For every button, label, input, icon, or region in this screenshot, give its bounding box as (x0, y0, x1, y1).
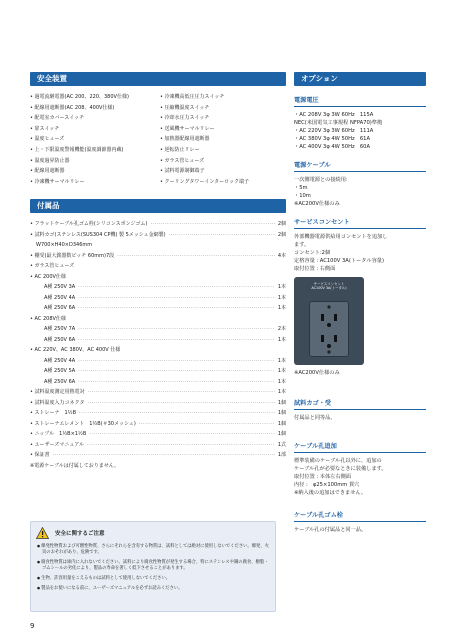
option-plug (294, 511, 426, 534)
text-line: 一次側電源との接続用: (294, 177, 348, 183)
voltage-text (294, 111, 426, 151)
right-column (294, 72, 426, 534)
accessory-row (30, 366, 286, 377)
safety-item: • 配電室カバースイッチ (30, 113, 160, 124)
accessory-label: A種 250V 4A (44, 294, 76, 301)
accessory-row (30, 450, 286, 461)
accessory-row (30, 240, 286, 251)
accessory-qty: 1本 (277, 378, 286, 385)
accessory-row (30, 387, 286, 398)
accessory-row (30, 230, 286, 241)
leader-dots (78, 377, 275, 388)
leader-dots (78, 324, 275, 335)
accessory-qty: 2個 (277, 221, 286, 228)
accessory-row (30, 219, 286, 230)
accessory-qty: 1式 (277, 441, 286, 448)
accessory-qty: 1本 (277, 368, 286, 375)
leader-dots (78, 335, 275, 346)
text-line: ます。 (294, 242, 310, 248)
outlet-panel-label-line1: サービスコンセント (313, 282, 345, 286)
safety-item: • 加熱器配線用遮断器 (160, 134, 249, 145)
option-cable-hole (294, 442, 426, 497)
cable-text (294, 176, 426, 208)
option-basket (294, 399, 426, 422)
options-title: オプション (294, 72, 426, 86)
accessory-row (30, 345, 286, 356)
accessory-qty: 2本 (277, 326, 286, 333)
safety-item: • 逆転防止リレー (160, 145, 249, 156)
accessories-title: 付属品 (30, 199, 286, 213)
text-line: ・AC 400V 3φ 4W 50Hz 60A (294, 144, 371, 150)
text-line: 付属品と同等品。 (294, 415, 336, 421)
leader-dots (79, 408, 275, 419)
accessory-row (30, 440, 286, 451)
safety-notice-item: ● 製品をお使いになる前に、ユーザーズマニュアルを必ずお読みください。 (36, 585, 270, 592)
cable-hole-heading: ケーブル孔追加 (294, 442, 426, 453)
leader-dots (89, 429, 275, 440)
accessory-qty: 1本 (277, 389, 286, 396)
accessory-label: • フラットケーブル孔ゴム栓(シリコンスポンジゴム) (30, 219, 147, 230)
accessory-label: • ニップル 1½B×1½B (30, 429, 86, 440)
safety-item: • 圧縮機温度スイッチ (160, 103, 249, 114)
accessory-qty: 1本 (277, 284, 286, 291)
leader-dots (87, 398, 274, 409)
accessory-label: A種 250V 6A (44, 336, 76, 343)
safety-item: • 配線用遮断器(AC 208、400V仕様) (30, 103, 160, 114)
accessory-qty: 1本 (277, 357, 286, 364)
accessory-label: A種 250V 4A (44, 357, 76, 364)
safety-notice-title: 安全に関するご注意 (55, 531, 105, 537)
leader-dots (87, 440, 275, 451)
safety-item: • 冷凍機サーマルリレー (30, 177, 160, 188)
accessory-label: • 試料温度入力コネクタ (30, 398, 84, 409)
safety-item: • 送風機サーマルリレー (160, 124, 249, 135)
plug-heading: ケーブル孔ゴム栓 (294, 511, 426, 522)
accessory-label: • 試料温度測定用熱電対 (30, 387, 85, 398)
page-number: 9 (30, 622, 35, 630)
accessory-label: A種 250V 5A (44, 368, 76, 375)
accessory-row (30, 356, 286, 367)
safety-item: • 上・下限温度警報機能(温度調節器内蔵) (30, 145, 160, 156)
accessory-label: • ストレーナ 1½B (30, 408, 76, 419)
safety-item: • 配線用遮断器 (30, 166, 160, 177)
safety-notice-item: ● 腐食性物質は庫内に入れないでください。試料により腐食性物質が発生する場合、特にステンレスや銅の腐食、樹脂・ゴムシールの劣化により、製品の寿命を著しく低下させることがあります。 (36, 559, 270, 572)
text-line: 取付位置 : 右側面 (294, 266, 336, 272)
accessory-qty: 4本 (277, 252, 286, 259)
leader-dots (78, 293, 275, 304)
left-column (30, 72, 286, 471)
accessory-label: • 棚受(最大銘器数ピッチ 60mm)7段 (30, 251, 114, 262)
accessory-row (30, 293, 286, 304)
text-line: ケーブル孔が必要なときに装備します。 (294, 466, 387, 472)
accessory-row (30, 335, 286, 346)
safety-item: • ガラス管ヒューズ (160, 156, 249, 167)
safety-equipment-list (30, 92, 286, 187)
basket-heading: 試料カゴ・受 (294, 399, 426, 410)
accessory-row (30, 429, 286, 440)
safety-list-left (30, 92, 160, 187)
outlet-text (294, 233, 426, 273)
leader-dots (78, 366, 275, 377)
outlet-panel-label (294, 282, 364, 291)
text-line: 取付位置 : 本体左右側面 (294, 474, 351, 480)
text-line: NEC(米国電気工事規程 NFPA70)準拠 (294, 120, 383, 126)
accessory-row (30, 408, 286, 419)
accessory-row (30, 251, 286, 262)
text-line: 定格容量 : AC100V 3A(トータル容量) (294, 258, 384, 264)
accessory-qty: 1本 (277, 294, 286, 301)
leader-dots (117, 251, 275, 262)
outlet-socket-icon (309, 301, 349, 357)
accessory-label: • AC 208V仕様 (30, 314, 66, 325)
safety-notice-item: ● 生物、許容用量をこえるものは試料として使用しないでください。 (36, 575, 270, 582)
safety-notice-header (36, 527, 270, 539)
accessory-row (30, 272, 286, 283)
accessory-label: • AC 220V、AC 380V、AC 400V 仕様 (30, 345, 120, 356)
safety-notice-item: ● 爆発性物質および可燃性物質、さらにそれらを含有する物質は、試料としては絶対に使用しないでください。爆発、火災のおそれがあり、危険です。 (36, 543, 270, 556)
outlet-panel-label-line2: AC100V 3A(トータル) (311, 286, 347, 291)
accessory-qty: 1個 (277, 410, 286, 417)
safety-item: • 扉スイッチ (30, 124, 160, 135)
option-outlet (294, 218, 426, 377)
accessories-note: ※電源ケーブルは付属しておりません。 (30, 462, 120, 469)
text-line: ※AC200V仕様のみ (294, 201, 340, 207)
safety-item: • クーリングタワーインターロック端子 (160, 177, 249, 188)
accessory-row (30, 303, 286, 314)
safety-notice-box (30, 521, 276, 612)
accessory-label: A種 250V 3A (44, 284, 76, 291)
accessory-qty: 1個 (277, 420, 286, 427)
text-line: 標準装備のケーブル孔以外に、追加の (294, 458, 382, 464)
plug-text (294, 526, 426, 534)
safety-item: • 温度過昇防止器 (30, 156, 160, 167)
accessory-label: • AC 200V仕様 (30, 272, 66, 283)
safety-item: • 過電流継電器(AC 200、220、380V仕様) (30, 92, 160, 103)
leader-dots (78, 282, 275, 293)
safety-item: • 試料電源制御端子 (160, 166, 249, 177)
accessory-row (30, 419, 286, 430)
voltage-heading: 電源電圧 (294, 96, 426, 107)
text-line: コンセント:2個 (294, 250, 331, 256)
accessory-label: A種 250V 7A (44, 326, 76, 333)
accessory-row (30, 324, 286, 335)
accessory-row (30, 398, 286, 409)
outlet-heading: サービスコンセント (294, 218, 426, 229)
accessory-qty: 1本 (277, 336, 286, 343)
accessory-label: • 試料カゴ(ステンレス(SUS304 CP機) 製 5メッシュ金網製) (30, 230, 166, 241)
text-line: ・10m (294, 193, 311, 199)
option-voltage (294, 96, 426, 151)
outlet-face (309, 301, 349, 357)
accessory-row (30, 377, 286, 388)
leader-dots (78, 303, 275, 314)
leader-dots (53, 450, 275, 461)
cable-hole-text (294, 457, 426, 497)
accessory-label: W700×H40×D346mm (36, 242, 93, 249)
outlet-image (294, 277, 364, 365)
leader-dots (78, 356, 275, 367)
leader-dots (169, 230, 275, 241)
accessory-qty: 1個 (277, 431, 286, 438)
text-line: ・AC 208V 3φ 3W 60Hz 115A (294, 112, 374, 118)
text-line: 外部機器電源供給用コンセントを追加し (294, 234, 388, 240)
accessory-label: A種 250V 6A (44, 378, 76, 385)
outlet-note: ※AC200V仕様のみ (294, 370, 340, 376)
safety-notice-items (36, 543, 270, 592)
accessory-label: • ストレーナエレメント 1½B(＃30メッシュ) (30, 419, 136, 430)
accessory-label: A種 250V 6A (44, 305, 76, 312)
leader-dots (139, 419, 275, 430)
safety-item: • 冷凍機高低圧圧力スイッチ (160, 92, 249, 103)
text-line: ・AC 380V 3φ 4W 50Hz 61A (294, 136, 371, 142)
accessory-qty: 1個 (277, 399, 286, 406)
text-line: ・5m (294, 185, 308, 191)
accessory-row (30, 261, 286, 272)
safety-item: • 冷却水圧力スイッチ (160, 113, 249, 124)
warning-icon (36, 527, 49, 539)
text-line: ・AC 220V 3φ 3W 60Hz 111A (294, 128, 374, 134)
option-cable (294, 161, 426, 208)
text-line: 内径 : φ25×100mm 貫穴 (294, 482, 360, 488)
accessory-label: • ガラス管ヒューズ (30, 261, 74, 272)
accessory-row (30, 282, 286, 293)
leader-dots (150, 219, 274, 230)
accessory-row (30, 314, 286, 325)
leader-dots (88, 387, 275, 398)
text-line: ※納入後の追加はできません。 (294, 490, 367, 496)
text-line: ケーブル孔の付属品と同一品。 (294, 527, 367, 533)
safety-list-right (160, 92, 249, 187)
accessory-qty: 1本 (277, 305, 286, 312)
safety-equipment-title: 安全装置 (30, 72, 286, 86)
safety-item: • 温度ヒューズ (30, 134, 160, 145)
cable-heading: 電源ケーブル (294, 161, 426, 172)
basket-text (294, 414, 426, 422)
accessory-label: • 保証書 (30, 450, 50, 461)
accessories-list (30, 219, 286, 461)
accessory-qty: 2個 (277, 231, 286, 238)
accessory-label: • ユーザーズマニュアル (30, 440, 84, 451)
accessory-qty: 1部 (277, 452, 286, 459)
